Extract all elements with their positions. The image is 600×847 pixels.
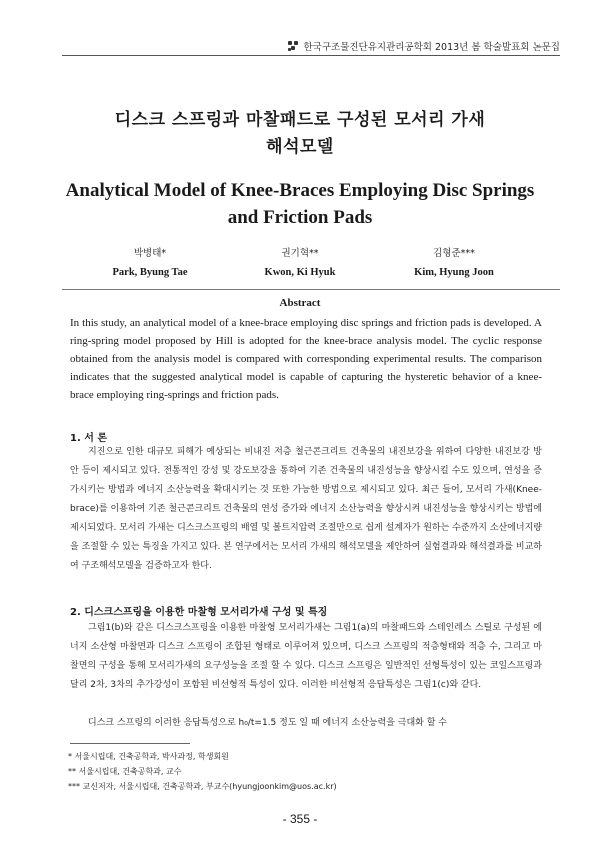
english-title-line-2: and Friction Pads	[227, 207, 373, 228]
abstract-body: In this study, an analytical model of a knee-brace employing disc springs and friction pads is developed. A ring-spring model proposed by Hill is adopted for the knee-brace analysis model. The cyclic response obtained from the analysis model is compared with corresponding experimental results. The comparison indicates that the suggested analytical model is capable of capturing the hysteretic behavior of a knee-brace employing ring-springs and friction pads.	[70, 317, 542, 401]
english-title-line-1: Analytical Model of Knee-Braces Employing Disc Springs	[65, 180, 535, 201]
author-3-korean-name: 김형준***	[433, 248, 475, 259]
footnote-3: *** 교신저자, 서울시립대, 건축공학과, 부교수(hyungjoonkim@uos.ac.kr)	[68, 782, 337, 791]
author-2-korean-name: 권기혁**	[281, 248, 319, 259]
korean-title-line-1: 디스크 스프링과 마찰패드로 구성된 모서리 가새	[114, 110, 486, 130]
author-3	[384, 247, 524, 280]
author-1-english-name: Park, Byung Tae	[112, 267, 188, 278]
author-2	[230, 247, 370, 280]
abstract-heading: Abstract	[279, 297, 321, 309]
author-2-english-name: Kwon, Ki Hyuk	[264, 267, 336, 278]
author-1-korean-name: 박병태*	[133, 248, 167, 259]
korean-title-line-2: 해석모델	[266, 137, 334, 157]
author-1	[80, 247, 220, 280]
running-header	[288, 39, 560, 53]
korean-title	[0, 107, 600, 161]
author-3-english-name: Kim, Hyung Joon	[414, 267, 494, 278]
english-title	[0, 177, 600, 231]
society-logo-icon	[288, 41, 299, 52]
footnote-rule	[70, 743, 190, 744]
section-1-heading: 1. 서 론	[70, 433, 108, 444]
section-2-body-continued: 디스크 스프링의 이러한 응답특성으로 h₀/t=1.5 정도 일 때 에너지 소산능력을 극대화 할 수	[88, 718, 447, 728]
header-rule	[62, 55, 560, 56]
footnote-1: * 서울시립대, 건축공학과, 박사과정, 학생회원	[68, 752, 229, 761]
section-2-heading: 2. 디스크스프링을 이용한 마찰형 모서리가새 구성 및 특징	[70, 607, 328, 618]
page-number: - 355 -	[282, 812, 318, 826]
header-text: 한국구조물진단유지관리공학회 2013년 봄 학술발표회 논문집	[303, 42, 560, 53]
author-rule	[62, 289, 560, 290]
section-2-body: 그림1(b)와 같은 디스크스프링을 이용한 마찰형 모서리가새는 그림1(a)의 마찰패드와 스테인레스 스틸로 구성된 에너지 소산형 마찰면과 디스크 스프링이 조합된 형태로 이루어져 있으며, 디스크 스프링의 적층형태와 적층 수, 그리고 마찰면의 구성을 통해 모서리가새의 요구성능을 조절 할 수 있다. 디스크 스프링은 일반적인 선형특성이 있는 코일스프링과 달리 2차, 3차의 추가강성이 포함된 비선형적 특성이 있다. 이러한 비선형적 응답특성은 그림1(c)와 같다.	[70, 623, 542, 690]
footnote-2: ** 서울시립대, 건축공학과, 교수	[68, 767, 182, 776]
section-1-body: 지진으로 인한 대규모 피해가 예상되는 비내진 저층 철근콘크리트 건축물의 내진보강을 위하여 다양한 내진보강 방안 등이 제시되고 있다. 전통적인 강성 및 강도보강을 통하여 기존 건축물의 내진성능을 향상시킬 수도 있으며, 연성을 증가시키는 방법과 에너지 소산능력을 확대시키는 것 또한 가능한 방법으로 제시되고 있다. 최근 들어, 모서리 가새(Knee-brace)를 이용하여 기존 철근콘크리트 건축물의 연성 증가와 에너지 소산능력을 향상시켜 내진성능을 향상시키는 방법에 제시되었다. 모서리 가새는 디스크스프링의 배열 및 볼트지압력 조절만으로 쉽게 설계자가 원하는 수준까지 소산에너지량을 조절할 수 있는 특징을 가지고 있다. 본 연구에서는 모서리 가새의 해석모델을 제안하여 실험결과와 해석결과를 비교하여 구조해석모델을 검증하고자 한다.	[70, 447, 542, 571]
